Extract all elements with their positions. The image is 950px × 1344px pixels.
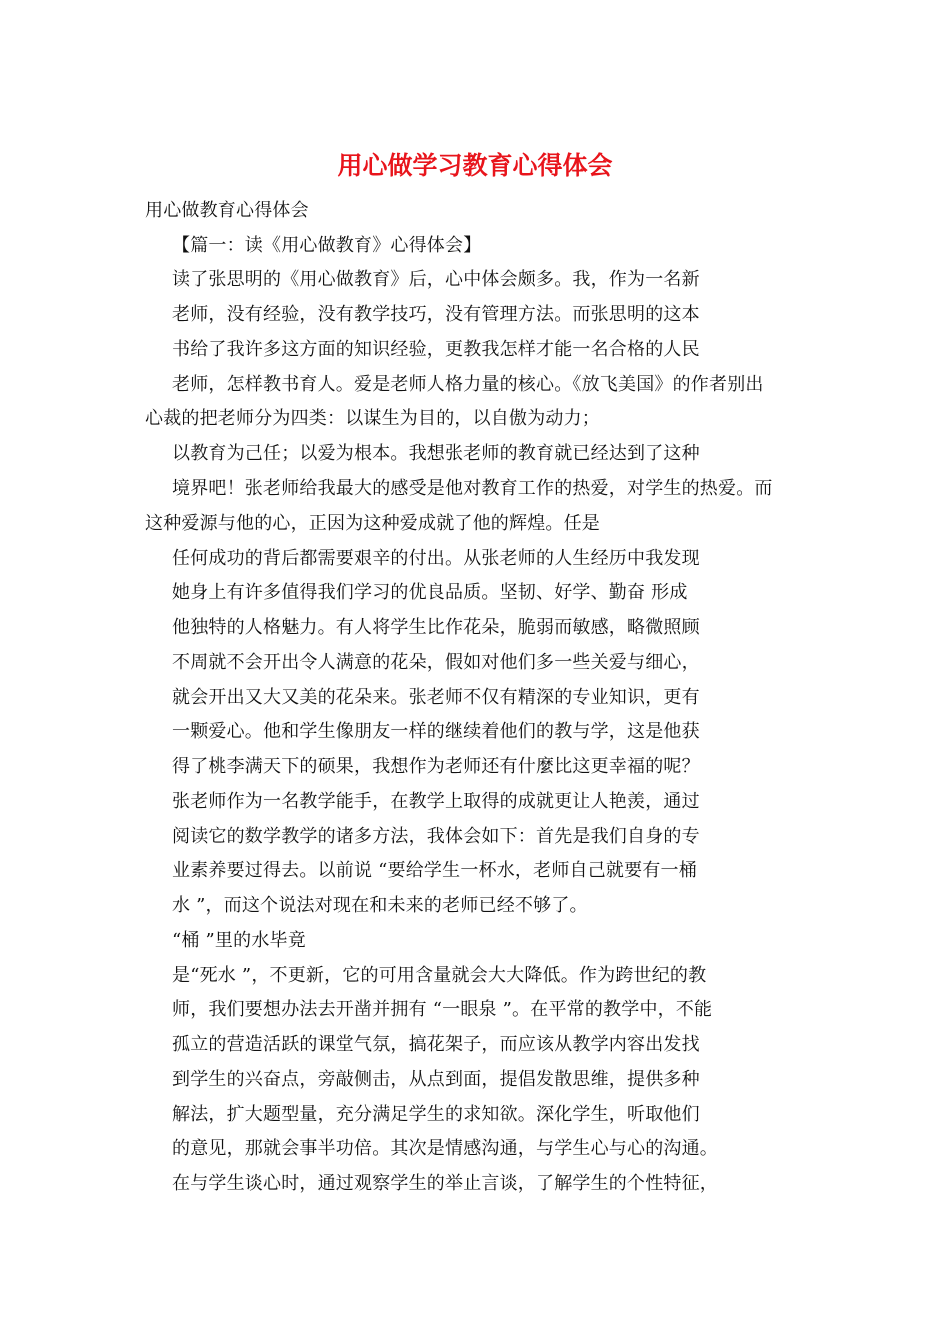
text-line: 水 ”，而这个说法对现在和未来的老师已经不够了。 (172, 895, 588, 916)
text-line: 老师，没有经验，没有教学技巧，没有管理方法。而张思明的这本 (172, 304, 700, 325)
text-line: 这种爱源与他的心，正因为这种爱成就了他的辉煌。任是 (145, 513, 600, 534)
text-line: 张老师作为一名教学能手，在教学上取得的成就更让人艳羡，通过 (172, 791, 700, 812)
text-line: 到学生的兴奋点，旁敲侧击，从点到面，提倡发散思维，提供多种 (172, 1069, 700, 1090)
text-line: 任何成功的背后都需要艰辛的付出。从张老师的人生经历中我发现 (172, 548, 700, 569)
text-line: 她身上有许多值得我们学习的优良品质。坚韧、好学、勤奋 形成 (172, 582, 688, 603)
document-title: 用心做学习教育心得体会 (337, 151, 613, 180)
text-line: 读了张思明的《用心做教育》后，心中体会颇多。我，作为一名新 (172, 269, 700, 290)
text-line: 老师，怎样教书育人。爱是老师人格力量的核心。《放飞美国》的作者别出 (172, 374, 764, 395)
text-line: 是“死水 ”，不更新，它的可用含量就会大大降低。作为跨世纪的教 (172, 965, 707, 986)
section-heading: 【篇一：读《用心做教育》心得体会】 (172, 235, 482, 256)
subtitle-line: 用心做教育心得体会 (145, 200, 309, 221)
text-line: 得了桃李满天下的硕果，我想作为老师还有什麼比这更幸福的呢？ (172, 756, 700, 777)
text-line: 孤立的营造活跃的课堂气氛，搞花架子，而应该从教学内容出发找 (172, 1034, 700, 1055)
text-line: “桶 ”里的水毕竟 (172, 930, 306, 951)
text-line: 就会开出又大又美的花朵来。张老师不仅有精深的专业知识，更有 (172, 687, 700, 708)
text-line: 他独特的人格魅力。有人将学生比作花朵，脆弱而敏感，略微照顾 (172, 617, 700, 638)
text-line: 业素养要过得去。以前说 “要给学生一杯水，老师自己就要有一桶 (172, 860, 697, 881)
text-line: 在与学生谈心时，通过观察学生的举止言谈，了解学生的个性特征， (172, 1173, 718, 1194)
text-line: 境界吧！张老师给我最大的感受是他对教育工作的热爱，对学生的热爱。而 (172, 478, 773, 499)
text-line: 一颗爱心。他和学生像朋友一样的继续着他们的教与学，这是他获 (172, 721, 700, 742)
text-line: 的意见，那就会事半功倍。其次是情感沟通，与学生心与心的沟通。 (172, 1138, 718, 1159)
text-line: 解法，扩大题型量，充分满足学生的求知欲。深化学生，听取他们 (172, 1104, 700, 1125)
text-line: 不周就不会开出令人满意的花朵，假如对他们多一些关爱与细心， (172, 652, 700, 673)
text-line: 师，我们要想办法去开凿并拥有 “一眼泉 ”。在平常的教学中，不能 (172, 999, 713, 1020)
text-line: 阅读它的数学教学的诸多方法，我体会如下：首先是我们自身的专 (172, 826, 700, 847)
text-line: 书给了我许多这方面的知识经验，更教我怎样才能一名合格的人民 (172, 339, 700, 360)
text-line: 以教育为己任；以爱为根本。我想张老师的教育就已经达到了这种 (172, 443, 700, 464)
text-line: 心裁的把老师分为四类：以谋生为目的，以自傲为动力； (145, 408, 600, 429)
